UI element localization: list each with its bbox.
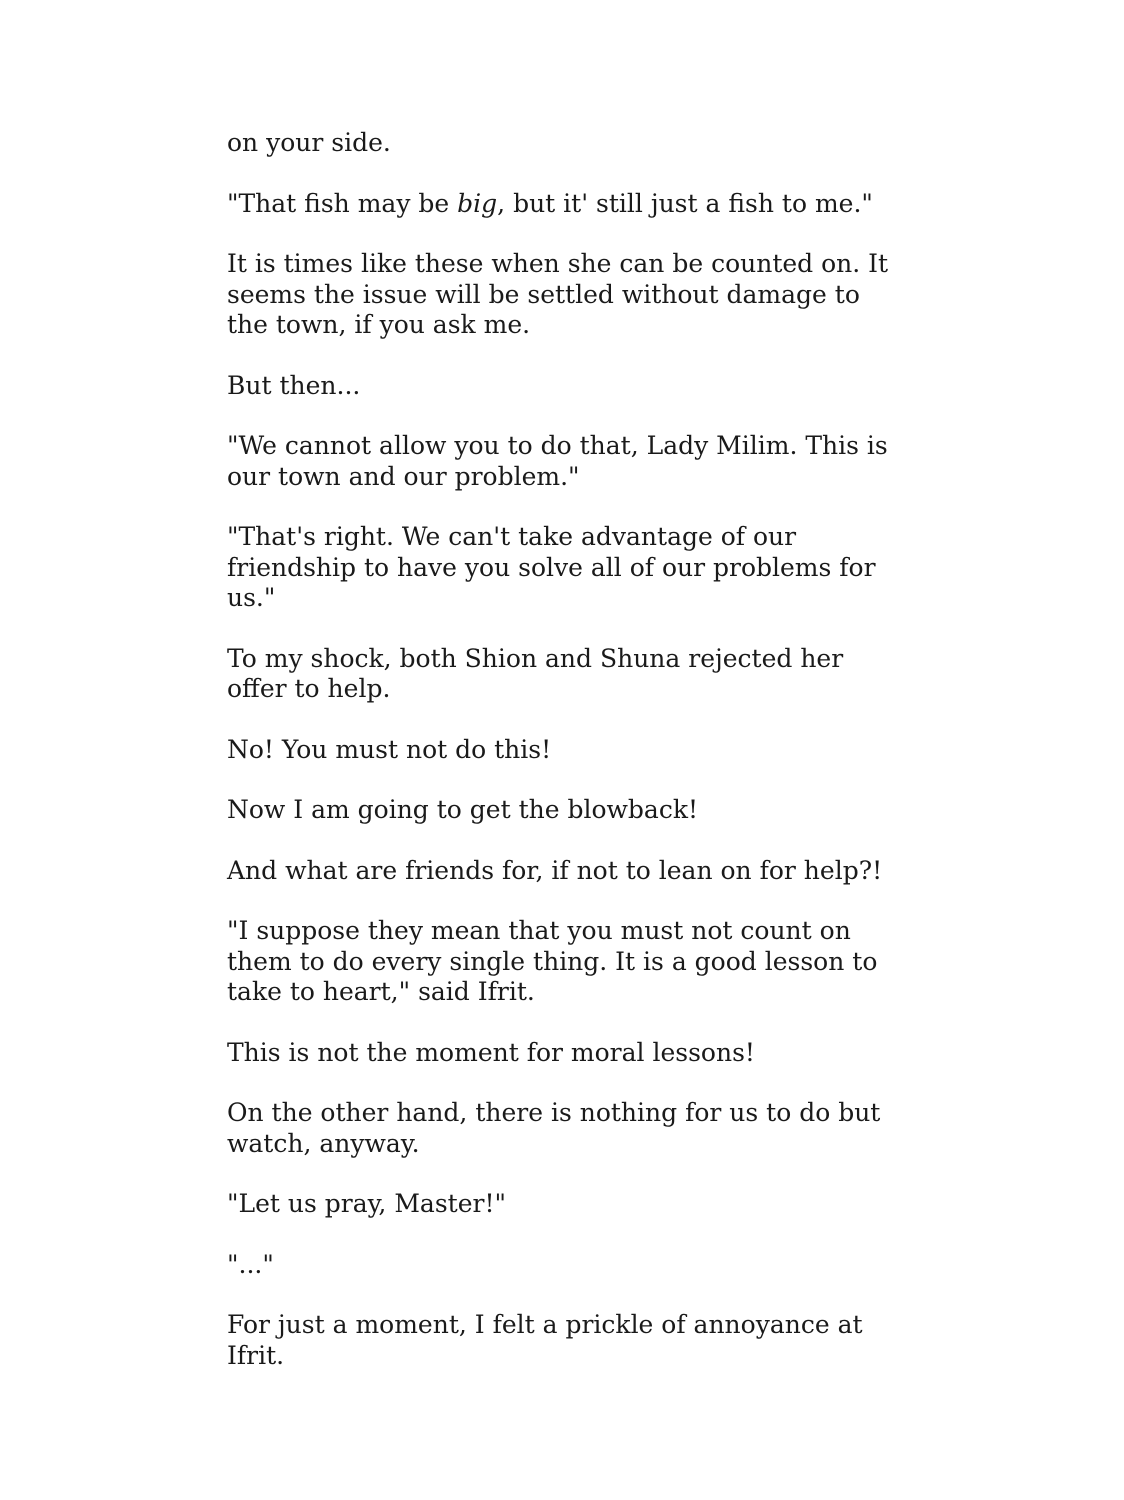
paragraph: "We cannot allow you to do that, Lady Milim. This is our town and our problem." bbox=[227, 431, 888, 491]
paragraph: Now I am going to get the blowback! bbox=[227, 795, 699, 824]
paragraph: This is not the moment for moral lessons! bbox=[227, 1037, 755, 1067]
emphasis-text: big bbox=[457, 188, 498, 218]
paragraph: And what are friends for, if not to lean on for help?! bbox=[227, 855, 883, 885]
paragraph: "That's right. We can't take advantage of our friendship to have you solve all of our problems for us." bbox=[227, 522, 876, 612]
body-text bbox=[227, 128, 907, 1401]
paragraph bbox=[227, 189, 907, 220]
paragraph: To my shock, both Shion and Shuna rejected her offer to help. bbox=[227, 643, 844, 703]
paragraph: On the other hand, there is nothing for us to do but watch, anyway. bbox=[227, 1098, 881, 1158]
paragraph: For just a moment, I felt a prickle of annoyance at Ifrit. bbox=[227, 1310, 863, 1370]
paragraph-text: "That fish may be bbox=[227, 188, 458, 218]
paragraph: But then... bbox=[227, 370, 361, 400]
paragraph: "I suppose they mean that you must not count on them to do every single thing. It is a good lesson to take to heart," said Ifrit. bbox=[227, 916, 878, 1006]
paragraph: "..." bbox=[227, 1249, 274, 1279]
paragraph: on your side. bbox=[227, 128, 391, 157]
paragraph: It is times like these when she can be counted on. It seems the issue will be settled without damage to the town, if you ask me. bbox=[227, 249, 889, 339]
paragraph: No! You must not do this! bbox=[227, 734, 552, 764]
paragraph: "Let us pray, Master!" bbox=[227, 1189, 506, 1218]
paragraph-text: , but it' still just a fish to me." bbox=[497, 188, 873, 218]
